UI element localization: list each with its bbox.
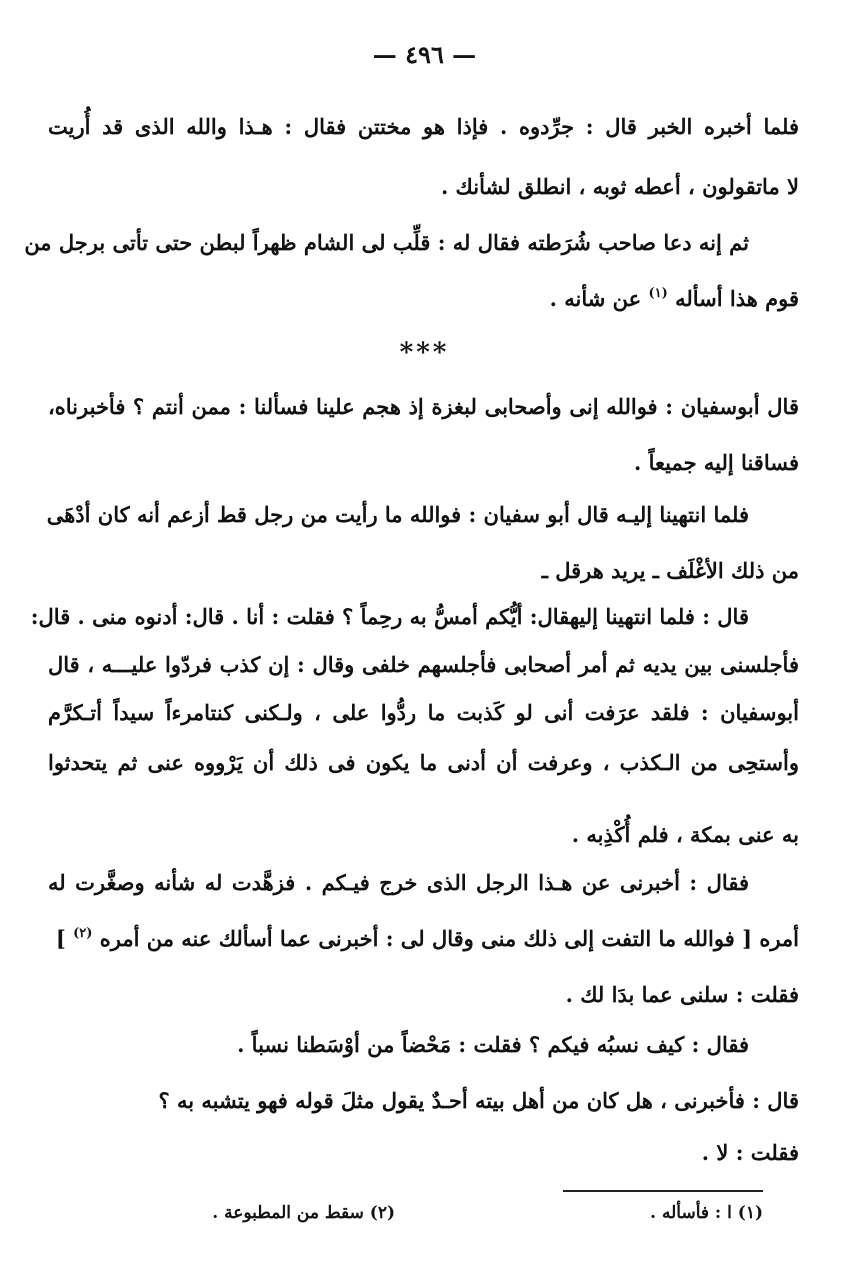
closing-bracket: ] [55,926,66,951]
text-line: فلما انتهينا إليـه قال أبو سفيان : فوالله ما رأيت من رجل قط أزعم أنه كان أدْهَى [46,502,749,527]
text-line: أبوسفيان : فلقد عرَفت أنى لو كَذبت ما ردُّوا على ، ولـكنى كنتامرءاً سيداً أتـكرَّم [48,700,799,725]
text-line: فلما أخبره الخبر قال : جرِّدوه . فإذا هو مختتن فقال : هـذا والله الذى قد أُريت [48,114,799,139]
text-fragment: عن شأنه . [549,286,642,311]
text-line [550,284,799,318]
text-line: فساقنا إليه جميعاً . [633,450,799,475]
text-line: قال أبوسفيان : فوالله إنى وأصحابى لبغزة إذ هجم علينا فسألنا : ممن أنتم ؟ فأخبرناه، [48,394,799,419]
text-line: فقال : أخبرنى عن هـذا الرجل الذى خرج فيـكم . فزهَّدت له شأنه وصغَّرت له [48,870,749,895]
text-fragment: قوم هذا أسأله [675,286,799,311]
text-line: ثم إنه دعا صاحب شُرَطته فقال له : قلِّب لى الشام ظهراً لبطن حتى تأتى برجل من [24,230,749,255]
footnote-rule [563,1190,763,1192]
text-fragment: أمره [ فوالله ما التفت إلى ذلك منى وقال لى : أخبرنى عما أسألك عنه من أمره [99,926,799,951]
text-line: من ذلك الأغْلَف ـ يريد هرقل ـ [541,558,799,583]
footnote-1: (١) ا : فأسأله . [650,1203,763,1223]
text-line: به عنى بمكة ، فلم أُكْذِبه . [571,822,799,847]
text-line: لا ماتقولون ، أعطه ثوبه ، انطلق لشأنك . [440,174,799,199]
text-line: فقلت : لا . [701,1140,799,1165]
footnote-ref-1: (١) [648,286,668,301]
text-line: فقال : كيف نسبُه فيكم ؟ فقلت : مَحْضاً من أوْسَطنا نسباً . [237,1032,749,1057]
text-line: وأستحِى من الـكذب ، وعرفت أن أدنى ما يكون فى ذلك أن يَرْووه عنى ثم يتحدثوا [48,750,799,775]
text-line: فقلت : سلنى عما بدَا لك . [565,982,799,1007]
page-number: — ٤٩٦ — [372,40,477,69]
footnote-2: (٢) سقط من المطبوعة . [212,1203,395,1223]
footnote-ref-2: (٢) [73,926,93,941]
text-line: قال : فلما انتهينا إليهقال: أيُّكم أمسُّ به رحِماً ؟ فقلت : أنا . قال: أدنوه منى . قال: [30,604,749,629]
text-line: قال : فأخبرنى ، هل كان من أهل بيته أحـدٌ يقول مثلَ قوله فهو يتشبه به ؟ [158,1088,799,1113]
text-line [56,924,799,958]
section-separator: *** [399,338,450,368]
text-line: فأجلسنى بين يديه ثم أمر أصحابى فأجلسهم خلفى وقال : إن كذب فردّوا عليـــه ، قال [48,652,799,677]
